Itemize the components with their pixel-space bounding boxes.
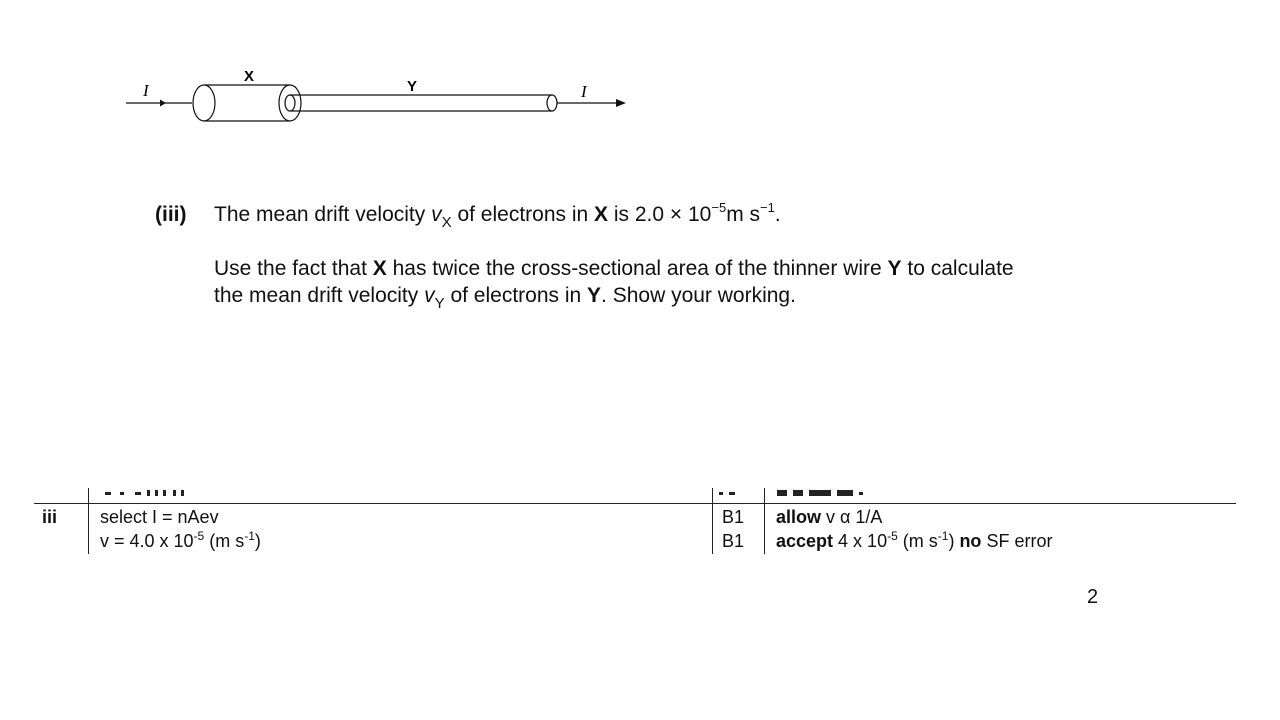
question-number: (iii) (155, 203, 187, 226)
question-line-2: Use the fact that X has twice the cross-sectional area of the thinner wire Y to calculate (214, 257, 1014, 280)
question-line-3: the mean drift velocity $v_Y$ of electrons in Y. Show your working. (214, 284, 796, 312)
wire-y-left-end (285, 95, 295, 111)
current-out-arrowhead (616, 99, 626, 107)
wire-y-right-end (547, 95, 557, 111)
mark-scheme-answer-1: select I = nAev (100, 507, 219, 527)
current-label-right: I (581, 82, 587, 101)
mark-scheme-guidance-2: accept 4 x $10^{-5}$ (m $s^{-1}$) no SF error (776, 529, 1053, 551)
wire-x-label: X (244, 68, 255, 85)
clipped-glyph-fragment (583, 178, 593, 184)
mark-scheme-part: iii (42, 507, 58, 527)
mark-scheme-mark-2: B1 (722, 531, 745, 551)
mark-scheme-col-divider-2 (712, 488, 713, 554)
wire-x-body (204, 85, 290, 121)
mark-scheme-answer-2: v = 4.0 x $10^{-5}$ (m $s^{-1}$) (100, 529, 261, 551)
mark-scheme-col-divider-3 (764, 488, 765, 554)
mark-scheme-guidance-1: allow v α 1/A (776, 507, 883, 527)
page-number: 2 (1087, 586, 1099, 608)
mark-scheme-col-divider-1 (88, 488, 89, 554)
wire-x-left-end (193, 85, 215, 121)
clipped-previous-row (95, 484, 895, 498)
mark-scheme-rule (34, 503, 1236, 504)
wire-y-label: Y (407, 78, 418, 95)
wire-diagram (120, 60, 640, 130)
mark-scheme-mark-1: B1 (722, 507, 745, 527)
wire-diagram-svg (120, 60, 640, 130)
current-label-left: I (143, 81, 149, 100)
question-line-1: The mean drift velocity $v_X$ of electrons in X is $2.0 \times 10^{-5}m$ $s^{-1}$. (214, 200, 781, 231)
current-in-arrowhead (160, 100, 166, 107)
